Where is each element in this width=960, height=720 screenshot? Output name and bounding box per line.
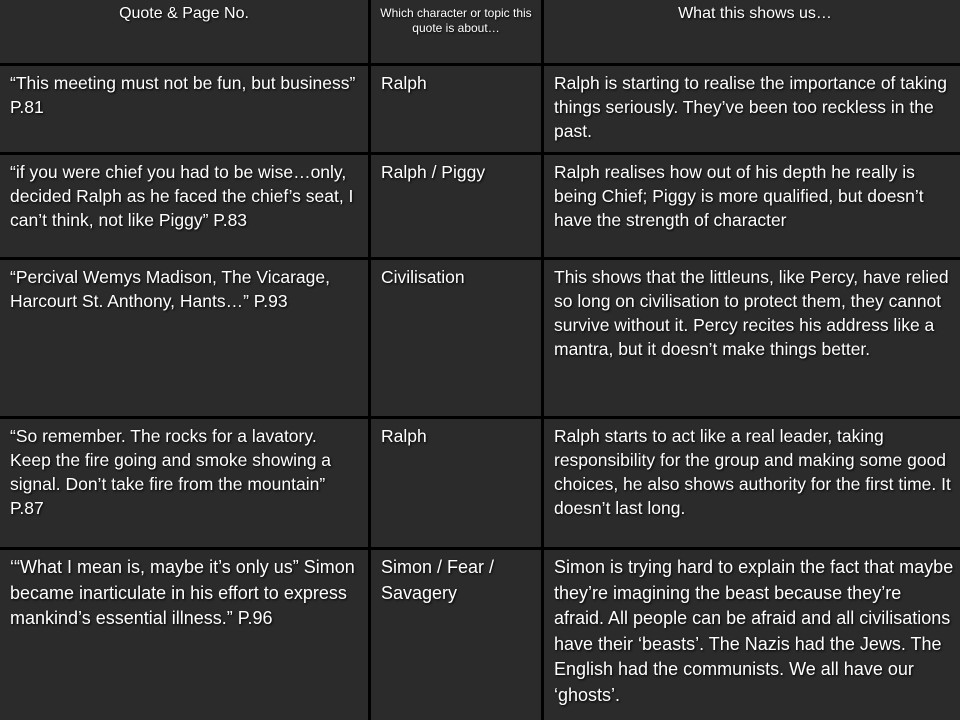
row-4-analysis: Ralph starts to act like a real leader, taking responsibility for the group and making some good choices, he also shows authority for the first time. It doesn’t last long. (544, 419, 960, 547)
row-3-analysis: This shows that the littleuns, like Percy, have relied so long on civilisation to protect them, they cannot survive without it. Percy recites his address like a mantra, but it doesn’t make things better. (544, 260, 960, 416)
row-2-analysis: Ralph realises how out of his depth he really is being Chief; Piggy is more qualified, but doesn’t have the strength of character (544, 155, 960, 257)
row-5-analysis: Simon is trying hard to explain the fact that maybe they’re imagining the beast because they’re afraid. All people can be afraid and all civilisations have their ‘beasts’. The Nazis had the Jews. The English had the communists. We all have our ‘ghosts’. (544, 550, 960, 720)
header-analysis: What this shows us… (544, 0, 960, 63)
header-topic: Which character or topic this quote is about… (371, 0, 541, 63)
row-1-analysis: Ralph is starting to realise the importance of taking things seriously. They’ve been too reckless in the past. (544, 66, 960, 152)
header-quote: Quote & Page No. (0, 0, 368, 63)
row-3-quote: “Percival Wemys Madison, The Vicarage, Harcourt St. Anthony, Hants…” P.93 (0, 260, 368, 416)
row-2-topic: Ralph / Piggy (371, 155, 541, 257)
row-2-quote: “if you were chief you had to be wise…only, decided Ralph as he faced the chief’s seat, I can’t think, not like Piggy” P.83 (0, 155, 368, 257)
row-5-quote: ‘“What I mean is, maybe it’s only us” Simon became inarticulate in his effort to express mankind’s essential illness.” P.96 (0, 550, 368, 720)
row-1-topic: Ralph (371, 66, 541, 152)
row-4-quote: “So remember. The rocks for a lavatory. Keep the fire going and smoke showing a signal. Don’t take fire from the mountain” P.87 (0, 419, 368, 547)
row-4-topic: Ralph (371, 419, 541, 547)
row-3-topic: Civilisation (371, 260, 541, 416)
row-5-topic: Simon / Fear / Savagery (371, 550, 541, 720)
row-1-quote: “This meeting must not be fun, but business” P.81 (0, 66, 368, 152)
